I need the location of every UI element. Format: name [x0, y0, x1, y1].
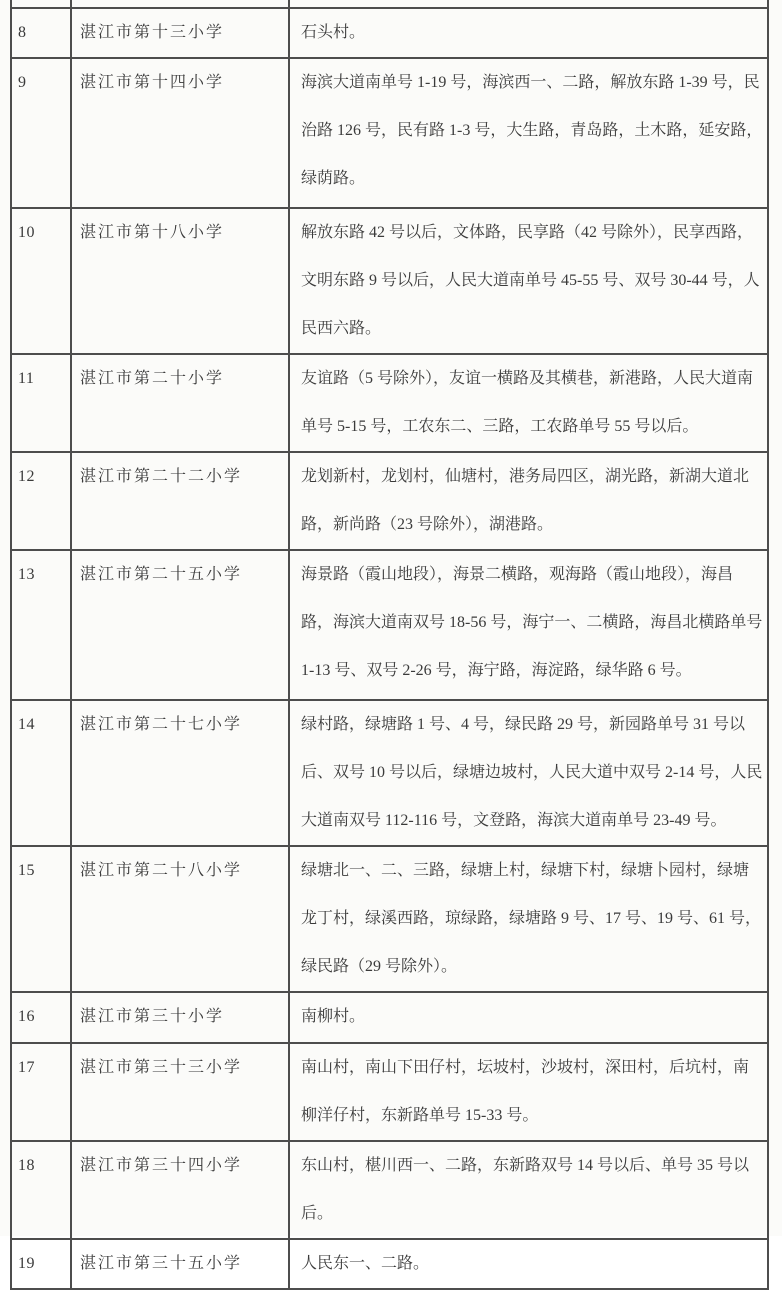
table-row — [12, 453, 767, 551]
table-row — [12, 1044, 767, 1142]
row-number: 15 — [12, 847, 72, 991]
row-number: 18 — [12, 1142, 72, 1238]
district-area: 绿村路，绿塘路 1 号、4 号，绿民路 29 号，新园路单号 31 号以后、双号 10 号以后，绿塘边坡村，人民大道中双号 2-14 号，人民大道南双号 112-116 号，文登路，海滨大道南单号 23-49 号。 — [301, 716, 763, 829]
row-number: 14 — [12, 701, 72, 845]
row-number: 13 — [12, 551, 72, 699]
table-row — [12, 993, 767, 1044]
district-area: 绿塘北一、二、三路，绿塘上村，绿塘下村，绿塘卜园村，绿塘龙丁村，绿溪西路，琼绿路，绿塘路 9 号、17 号、19 号、61 号，绿民路（29 号除外）。 — [301, 862, 762, 975]
school-name: 湛江市第三十四小学 — [72, 1142, 290, 1238]
district-area: 南柳村。 — [301, 1008, 366, 1025]
school-name: 湛江市第二十八小学 — [72, 847, 290, 991]
row-number: 17 — [12, 1044, 72, 1140]
district-area: 海景路（霞山地段），海景二横路，观海路（霞山地段），海昌路，海滨大道南双号 18-56 号，海宁一、二横路，海昌北横路单号 1-13 号、双号 2-26 号，海宁路，海淀路，绿华路 6 号。 — [301, 566, 763, 679]
table-row — [12, 1142, 767, 1240]
school-name: 湛江市第三十五小学 — [72, 1240, 290, 1288]
district-area: 解放东路 42 号以后，文体路，民享路（42 号除外），民享西路，文明东路 9 号以后，人民大道南单号 45-55 号、双号 30-44 号，人民西六路。 — [301, 224, 760, 337]
district-area: 友谊路（5 号除外），友谊一横路及其横巷，新港路，人民大道南单号 5-15 号，工农东二、三路，工农路单号 55 号以后。 — [301, 370, 754, 435]
district-area: 海滨大道南单号 1-19 号，海滨西一、二路，解放东路 1-39 号，民治路 126 号，民有路 1-3 号，大生路，青岛路，土木路，延安路，绿荫路。 — [301, 74, 763, 187]
district-area: 龙划新村，龙划村，仙塘村，港务局四区，湖光路，新湖大道北路，新尚路（23 号除外），湖港路。 — [301, 468, 750, 533]
row-number: 11 — [12, 355, 72, 451]
district-area: 东山村，椹川西一、二路，东新路双号 14 号以后、单号 35 号以后。 — [301, 1157, 750, 1222]
row-number: 10 — [12, 209, 72, 353]
school-name: 湛江市第二十小学 — [72, 355, 290, 451]
table-row — [12, 209, 767, 355]
school-name: 湛江市第二十二小学 — [72, 453, 290, 549]
district-area: 南山村，南山下田仔村，坛坡村，沙坡村，深田村，后坑村，南柳洋仔村，东新路单号 15-33 号。 — [301, 1059, 750, 1124]
district-area: 人民东一、二路。 — [301, 1255, 430, 1272]
row-number: 8 — [12, 9, 72, 57]
table-row — [12, 1240, 767, 1288]
row-number: 12 — [12, 453, 72, 549]
row-number: 9 — [12, 59, 72, 207]
school-name: 湛江市第二十五小学 — [72, 551, 290, 699]
district-area: 石头村。 — [301, 24, 366, 41]
table-row — [12, 355, 767, 453]
table-row — [12, 551, 767, 701]
school-name: 湛江市第十三小学 — [72, 9, 290, 57]
table-row — [12, 701, 767, 847]
school-name: 湛江市第十四小学 — [72, 59, 290, 207]
school-district-table — [10, 7, 769, 1290]
row-number: 16 — [12, 993, 72, 1042]
table-row — [12, 59, 767, 209]
school-name: 湛江市第三十三小学 — [72, 1044, 290, 1140]
school-name: 湛江市第二十七小学 — [72, 701, 290, 845]
row-number: 19 — [12, 1240, 72, 1288]
table-row — [12, 847, 767, 993]
school-name: 湛江市第三十小学 — [72, 993, 290, 1042]
school-name: 湛江市第十八小学 — [72, 209, 290, 353]
table-row — [12, 9, 767, 59]
